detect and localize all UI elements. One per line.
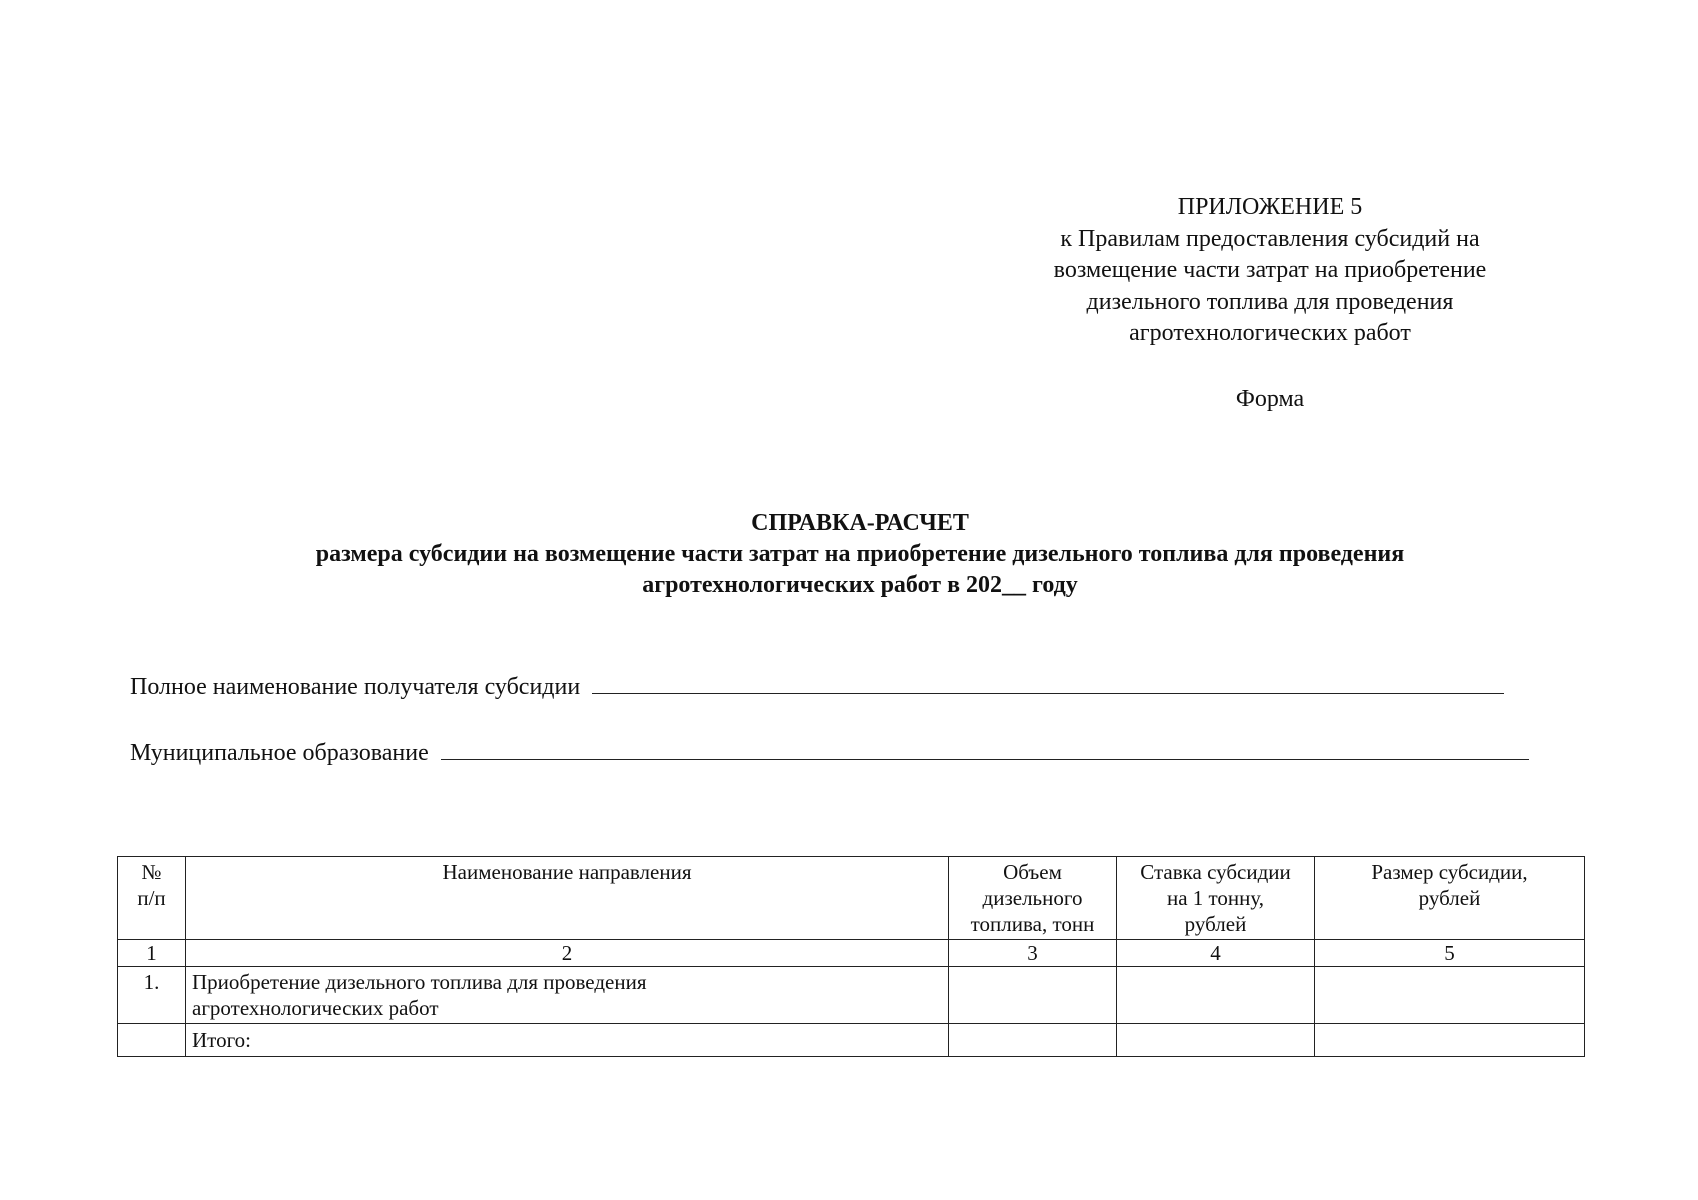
row-subsidy-amount-cell[interactable] [1315, 967, 1585, 1024]
header-direction-name-text: Наименование направления [442, 860, 692, 884]
header-number [118, 857, 186, 940]
document-title [100, 508, 1620, 601]
header-text-line: топлива, тонн [970, 912, 1095, 936]
total-subsidy-rate-cell[interactable] [1117, 1024, 1315, 1057]
header-number-abbrev: п/п [137, 886, 166, 910]
header-text-line: Ставка субсидии [1140, 860, 1291, 884]
header-direction-name [186, 857, 949, 940]
title-subheading: агротехнологических работ в 202__ году [642, 572, 1078, 598]
column-index: 1 [118, 940, 186, 967]
header-text-line: Объем [1003, 860, 1062, 884]
form-label: Форма [1235, 386, 1305, 412]
appendix-reference-line: к Правилам предоставления субсидий на [1060, 225, 1480, 252]
header-text-line: на 1 тонну, [1166, 886, 1265, 910]
total-number-cell [118, 1024, 186, 1057]
column-index-row [118, 940, 1585, 967]
row-subsidy-rate-cell[interactable] [1117, 967, 1315, 1024]
header-text-line: рублей [1418, 886, 1481, 910]
row-fuel-volume-cell[interactable] [949, 967, 1117, 1024]
header-text-line: Размер субсидии, [1371, 860, 1528, 884]
subsidy-calculation-table [117, 856, 1585, 1057]
appendix-reference-line: дизельного топлива для проведения [1086, 288, 1454, 315]
title-heading: СПРАВКА-РАСЧЕТ [751, 510, 969, 536]
recipient-name-field [130, 674, 1504, 701]
row-direction-name-line: агротехнологических работ [192, 996, 439, 1020]
total-fuel-volume-cell[interactable] [949, 1024, 1117, 1057]
header-fuel-volume [949, 857, 1117, 940]
total-label: Итого: [186, 1024, 949, 1057]
row-number: 1. [118, 967, 186, 1024]
column-index: 4 [1117, 940, 1315, 967]
appendix-header [1010, 192, 1530, 350]
column-index: 2 [186, 940, 949, 967]
header-number-symbol: № [141, 860, 162, 884]
appendix-reference-line: агротехнологических работ [1129, 320, 1411, 346]
municipality-blank[interactable] [441, 758, 1529, 760]
total-row [118, 1024, 1585, 1057]
table-row [118, 967, 1585, 1024]
header-text-line: дизельного [982, 886, 1083, 910]
column-index: 3 [949, 940, 1117, 967]
appendix-reference-line: возмещение части затрат на приобретение [1053, 257, 1487, 283]
header-subsidy-amount [1315, 857, 1585, 940]
header-subsidy-rate [1117, 857, 1315, 940]
column-index: 5 [1315, 940, 1585, 967]
total-subsidy-amount-cell[interactable] [1315, 1024, 1585, 1057]
row-direction-name [186, 967, 949, 1024]
title-subheading: размера субсидии на возмещение части затрат на приобретение дизельного топлива для проведения [315, 541, 1405, 567]
appendix-number: ПРИЛОЖЕНИЕ 5 [1177, 194, 1363, 220]
table-header-row [118, 857, 1585, 940]
municipality-label: Муниципальное образование [130, 740, 429, 766]
row-direction-name-line: Приобретение дизельного топлива для проведения [192, 970, 647, 994]
recipient-name-blank[interactable] [592, 692, 1504, 694]
municipality-field [130, 740, 1529, 767]
header-text-line: рублей [1184, 912, 1247, 936]
recipient-name-label: Полное наименование получателя субсидии [130, 674, 581, 700]
